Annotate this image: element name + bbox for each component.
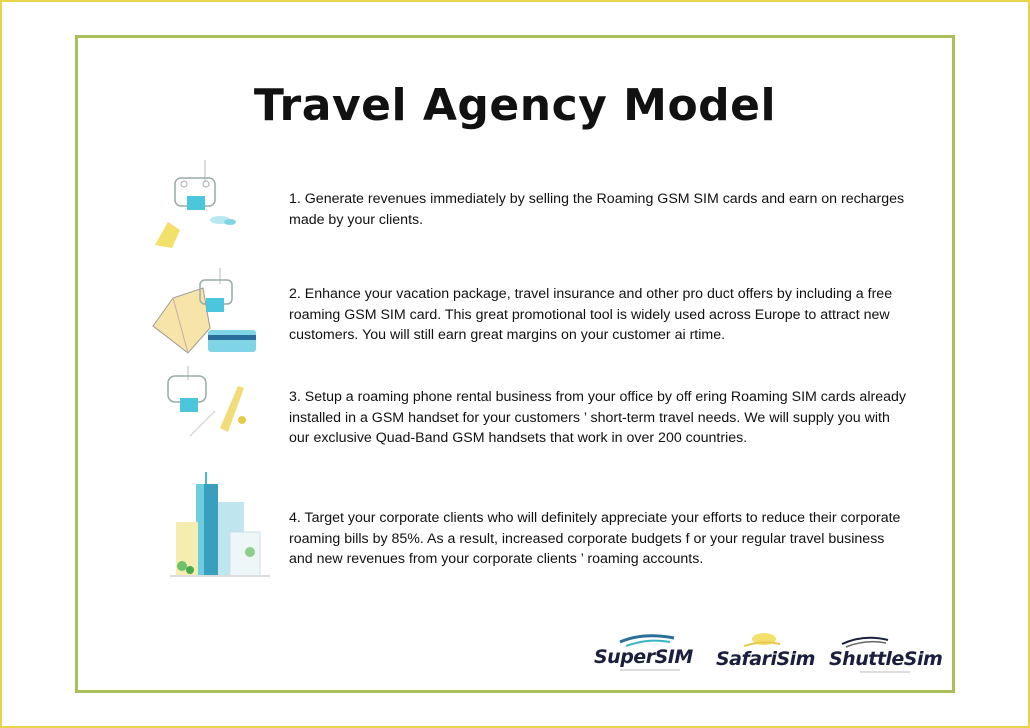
safarisim-logo: SafariSim: [716, 648, 815, 670]
content-frame: [75, 35, 955, 693]
phones-icon: [150, 160, 245, 250]
shuttlesim-logo-swoosh-icon: [840, 634, 890, 648]
supersim-tagline: [620, 669, 680, 671]
page-title: Travel Agency Model: [253, 80, 777, 131]
package-card-icon: [148, 268, 263, 358]
office-buildings-icon: [170, 472, 280, 580]
shuttlesim-tagline: [860, 671, 910, 673]
shuttlesim-logo: ShuttleSim: [829, 648, 943, 670]
item-2-text: 2. Enhance your vacation package, travel insurance and other pro duct offers by including a free roaming GSM SIM card. This great promotional tool is widely used across Europe to attract new customers. You will still earn great margins on your customer ai rtime.: [289, 286, 893, 343]
phone-rental-icon: [160, 366, 260, 448]
item-3-text: 3. Setup a roaming phone rental business from your office by off ering Roaming SIM cards already installed in a GSM handset for your customers ’ short-term travel needs. We will supply you with our exclusive Quad-Band GSM handsets that work in over 200 countries.: [289, 389, 906, 446]
item-4-text: 4. Target your corporate clients who will definitely appreciate your efforts to reduce their corporate roaming bills by 85%. As a result, increased corporate budgets f or your regular travel business and new revenues from your corporate clients ’ roaming accounts.: [289, 510, 901, 567]
safarisim-logo-swoosh-icon: [742, 632, 782, 648]
supersim-logo: SuperSIM: [594, 646, 693, 668]
item-1-text: 1. Generate revenues immediately by selling the Roaming GSM SIM cards and earn on recharges made by your clients.: [289, 191, 905, 228]
